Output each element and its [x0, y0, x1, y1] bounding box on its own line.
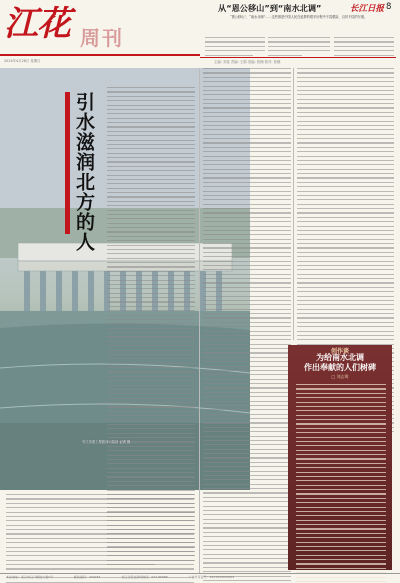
lead-quote: “愚公移山”，“南水北调”……这些都是中国人民在追梦的艰辛历程中不畏艰险、百折不挠的写照。: [230, 15, 368, 19]
body-text-block: [334, 37, 394, 59]
sidebar-body-text: [296, 384, 386, 583]
body-text-block: [205, 37, 265, 59]
masthead-subtitle: 周刊: [80, 26, 124, 50]
masthead-rule: [0, 54, 200, 56]
column-rule: [293, 68, 294, 340]
sidebar-kicker: 创作谈: [330, 348, 349, 355]
paper-logo: 长江日报: [350, 4, 385, 14]
column-rule: [199, 68, 200, 573]
footer-hotline: 长江日报社新闻热线：027-85888: [121, 575, 168, 579]
sidebar-author: □ 刘志骞: [331, 374, 349, 379]
footer-license: 广告许可证号：4201004000001: [188, 575, 235, 579]
footer: [6, 575, 398, 579]
masthead-date: 2024年4月28日 星期日: [4, 59, 41, 63]
page-number: 8: [386, 2, 392, 12]
feature-headline: 引水滋润北方的人: [73, 92, 95, 252]
sidebar-title-line-1: 为给南水北调: [316, 353, 364, 362]
photo-caption: 引江济淮工程派河口泵站 记者 摄: [82, 440, 131, 444]
headline-accent-bar: [65, 92, 70, 234]
top-article-title: 从“恩公移山”到“南水北调”: [218, 3, 322, 13]
body-text-block: [203, 68, 291, 583]
footer-address: 本社地址：武汉市汉口解放大道1号: [6, 575, 53, 579]
sidebar-title-line-2: 作出奉献的人们树碑: [304, 363, 376, 372]
masthead-logo: 江花: [4, 4, 70, 44]
editor-credits: 主编: 刘富 责编: 王娟 美编: 张楠 校对: 张娜: [214, 59, 281, 64]
sidebar-title: [288, 353, 392, 373]
footer-rule: [0, 573, 400, 574]
body-text-block: [6, 494, 194, 583]
footer-postcode: 邮政编码：430033: [73, 575, 101, 579]
body-text-block: [268, 37, 330, 59]
